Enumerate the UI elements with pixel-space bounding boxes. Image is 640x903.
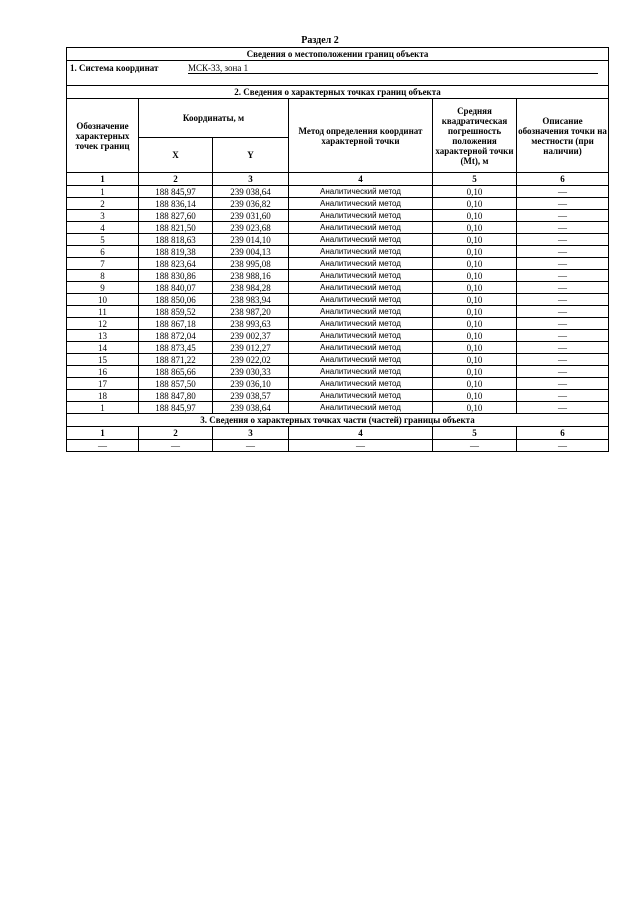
y-coordinate: 239 012,27 (213, 342, 289, 354)
table-row (67, 186, 609, 198)
y-coordinate: 238 993,63 (213, 318, 289, 330)
x-coordinate: 188 850,06 (139, 294, 213, 306)
table-row (67, 222, 609, 234)
empty-cell: — (213, 440, 289, 452)
point-id: 15 (67, 354, 139, 366)
point-description: — (517, 306, 609, 318)
table-row (67, 258, 609, 270)
y-coordinate: 239 038,64 (213, 402, 289, 414)
point-description: — (517, 198, 609, 210)
mean-error: 0,10 (433, 378, 517, 390)
table-row (67, 318, 609, 330)
col-number: 1 (67, 173, 139, 186)
point-id: 10 (67, 294, 139, 306)
table-row (67, 440, 609, 452)
x-coordinate: 188 823,64 (139, 258, 213, 270)
y-coordinate: 238 984,28 (213, 282, 289, 294)
point-id: 8 (67, 270, 139, 282)
point-description: — (517, 390, 609, 402)
empty-cell: — (67, 440, 139, 452)
coordinate-system-label: 1. Система координат (70, 62, 159, 73)
x-coordinate: 188 859,52 (139, 306, 213, 318)
x-coordinate: 188 867,18 (139, 318, 213, 330)
mean-error: 0,10 (433, 246, 517, 258)
col-header-desc: Описание обозначения точки на местности (при наличии) (517, 99, 609, 173)
y-coordinate: 239 038,64 (213, 186, 289, 198)
y-coordinate: 239 036,10 (213, 378, 289, 390)
section1-title: Сведения о местоположении границ объекта (67, 48, 609, 61)
mean-error: 0,10 (433, 186, 517, 198)
mean-error: 0,10 (433, 354, 517, 366)
table-row (67, 246, 609, 258)
point-description: — (517, 246, 609, 258)
y-coordinate: 239 030,33 (213, 366, 289, 378)
method: Аналитический метод (289, 306, 433, 318)
y-coordinate: 239 022,02 (213, 354, 289, 366)
x-coordinate: 188 818,63 (139, 234, 213, 246)
method: Аналитический метод (289, 246, 433, 258)
point-description: — (517, 378, 609, 390)
mean-error: 0,10 (433, 258, 517, 270)
col-number: 5 (433, 427, 517, 440)
x-coordinate: 188 836,14 (139, 198, 213, 210)
table-row (67, 330, 609, 342)
point-description: — (517, 318, 609, 330)
x-coordinate: 188 845,97 (139, 186, 213, 198)
col-header-x: X (139, 138, 213, 173)
table-row (67, 282, 609, 294)
y-coordinate: 238 988,16 (213, 270, 289, 282)
section2-title: 2. Сведения о характерных точках границ объекта (67, 86, 609, 99)
method: Аналитический метод (289, 222, 433, 234)
mean-error: 0,10 (433, 222, 517, 234)
col-number: 4 (289, 427, 433, 440)
point-id: 14 (67, 342, 139, 354)
col-number: 5 (433, 173, 517, 186)
method: Аналитический метод (289, 366, 433, 378)
mean-error: 0,10 (433, 294, 517, 306)
point-description: — (517, 342, 609, 354)
col-number: 4 (289, 173, 433, 186)
point-id: 16 (67, 366, 139, 378)
x-coordinate: 188 871,22 (139, 354, 213, 366)
point-id: 17 (67, 378, 139, 390)
point-id: 9 (67, 282, 139, 294)
empty-cell: — (433, 440, 517, 452)
mean-error: 0,10 (433, 390, 517, 402)
point-id: 11 (67, 306, 139, 318)
method: Аналитический метод (289, 210, 433, 222)
method: Аналитический метод (289, 402, 433, 414)
table-row (67, 306, 609, 318)
method: Аналитический метод (289, 270, 433, 282)
boundary-table (66, 47, 609, 452)
coordinate-system-value: МСК-33, зона 1 (188, 63, 598, 74)
mean-error: 0,10 (433, 330, 517, 342)
x-coordinate: 188 821,50 (139, 222, 213, 234)
mean-error: 0,10 (433, 210, 517, 222)
point-description: — (517, 366, 609, 378)
table-row (67, 390, 609, 402)
point-description: — (517, 402, 609, 414)
col-header-error: Средняя квадратическая погрешность положения характерной точки (Mt), м (433, 99, 517, 173)
method: Аналитический метод (289, 294, 433, 306)
mean-error: 0,10 (433, 306, 517, 318)
y-coordinate: 239 002,37 (213, 330, 289, 342)
point-description: — (517, 222, 609, 234)
column-numbers-row (67, 173, 609, 186)
col-number: 2 (139, 427, 213, 440)
x-coordinate: 188 827,60 (139, 210, 213, 222)
table-row (67, 198, 609, 210)
table-row (67, 210, 609, 222)
x-coordinate: 188 819,38 (139, 246, 213, 258)
table-row (67, 378, 609, 390)
y-coordinate: 239 036,82 (213, 198, 289, 210)
y-coordinate: 239 031,60 (213, 210, 289, 222)
y-coordinate: 239 038,57 (213, 390, 289, 402)
col-header-method: Метод определения координат характерной точки (289, 99, 433, 173)
table-row (67, 366, 609, 378)
empty-cell: — (517, 440, 609, 452)
point-description: — (517, 294, 609, 306)
mean-error: 0,10 (433, 270, 517, 282)
point-description: — (517, 282, 609, 294)
table-row (67, 234, 609, 246)
mean-error: 0,10 (433, 342, 517, 354)
x-coordinate: 188 830,86 (139, 270, 213, 282)
point-description: — (517, 258, 609, 270)
x-coordinate: 188 845,97 (139, 402, 213, 414)
y-coordinate: 238 995,08 (213, 258, 289, 270)
col-header-coords: Координаты, м (139, 99, 289, 138)
mean-error: 0,10 (433, 198, 517, 210)
point-id: 7 (67, 258, 139, 270)
point-id: 3 (67, 210, 139, 222)
method: Аналитический метод (289, 330, 433, 342)
col-number: 6 (517, 427, 609, 440)
point-description: — (517, 210, 609, 222)
method: Аналитический метод (289, 186, 433, 198)
method: Аналитический метод (289, 342, 433, 354)
page-title: Раздел 2 (301, 35, 339, 46)
y-coordinate: 238 987,20 (213, 306, 289, 318)
table-row (67, 294, 609, 306)
point-id: 13 (67, 330, 139, 342)
method: Аналитический метод (289, 378, 433, 390)
col-header-y: Y (213, 138, 289, 173)
x-coordinate: 188 865,66 (139, 366, 213, 378)
x-coordinate: 188 857,50 (139, 378, 213, 390)
point-description: — (517, 270, 609, 282)
mean-error: 0,10 (433, 234, 517, 246)
point-description: — (517, 186, 609, 198)
empty-cell: — (289, 440, 433, 452)
col-number: 6 (517, 173, 609, 186)
method: Аналитический метод (289, 390, 433, 402)
x-coordinate: 188 872,04 (139, 330, 213, 342)
y-coordinate: 238 983,94 (213, 294, 289, 306)
col-header-point: Обозначение характерных точек границ (67, 99, 139, 173)
method: Аналитический метод (289, 354, 433, 366)
method: Аналитический метод (289, 258, 433, 270)
x-coordinate: 188 873,45 (139, 342, 213, 354)
table-row (67, 402, 609, 414)
empty-cell: — (139, 440, 213, 452)
mean-error: 0,10 (433, 402, 517, 414)
method: Аналитический метод (289, 282, 433, 294)
method: Аналитический метод (289, 318, 433, 330)
point-id: 5 (67, 234, 139, 246)
point-description: — (517, 234, 609, 246)
point-id: 12 (67, 318, 139, 330)
point-id: 1 (67, 186, 139, 198)
point-description: — (517, 354, 609, 366)
point-id: 1 (67, 402, 139, 414)
point-description: — (517, 330, 609, 342)
table-row (67, 270, 609, 282)
mean-error: 0,10 (433, 318, 517, 330)
y-coordinate: 239 023,68 (213, 222, 289, 234)
point-id: 6 (67, 246, 139, 258)
point-id: 18 (67, 390, 139, 402)
x-coordinate: 188 847,80 (139, 390, 213, 402)
method: Аналитический метод (289, 198, 433, 210)
section3-title: 3. Сведения о характерных точках части (частей) границы объекта (67, 414, 609, 427)
col-number: 3 (213, 427, 289, 440)
column-numbers-row (67, 427, 609, 440)
table-row (67, 354, 609, 366)
col-number: 3 (213, 173, 289, 186)
x-coordinate: 188 840,07 (139, 282, 213, 294)
method: Аналитический метод (289, 234, 433, 246)
table-row (67, 342, 609, 354)
col-number: 1 (67, 427, 139, 440)
y-coordinate: 239 014,10 (213, 234, 289, 246)
mean-error: 0,10 (433, 366, 517, 378)
mean-error: 0,10 (433, 282, 517, 294)
col-number: 2 (139, 173, 213, 186)
point-id: 4 (67, 222, 139, 234)
y-coordinate: 239 004,13 (213, 246, 289, 258)
point-id: 2 (67, 198, 139, 210)
